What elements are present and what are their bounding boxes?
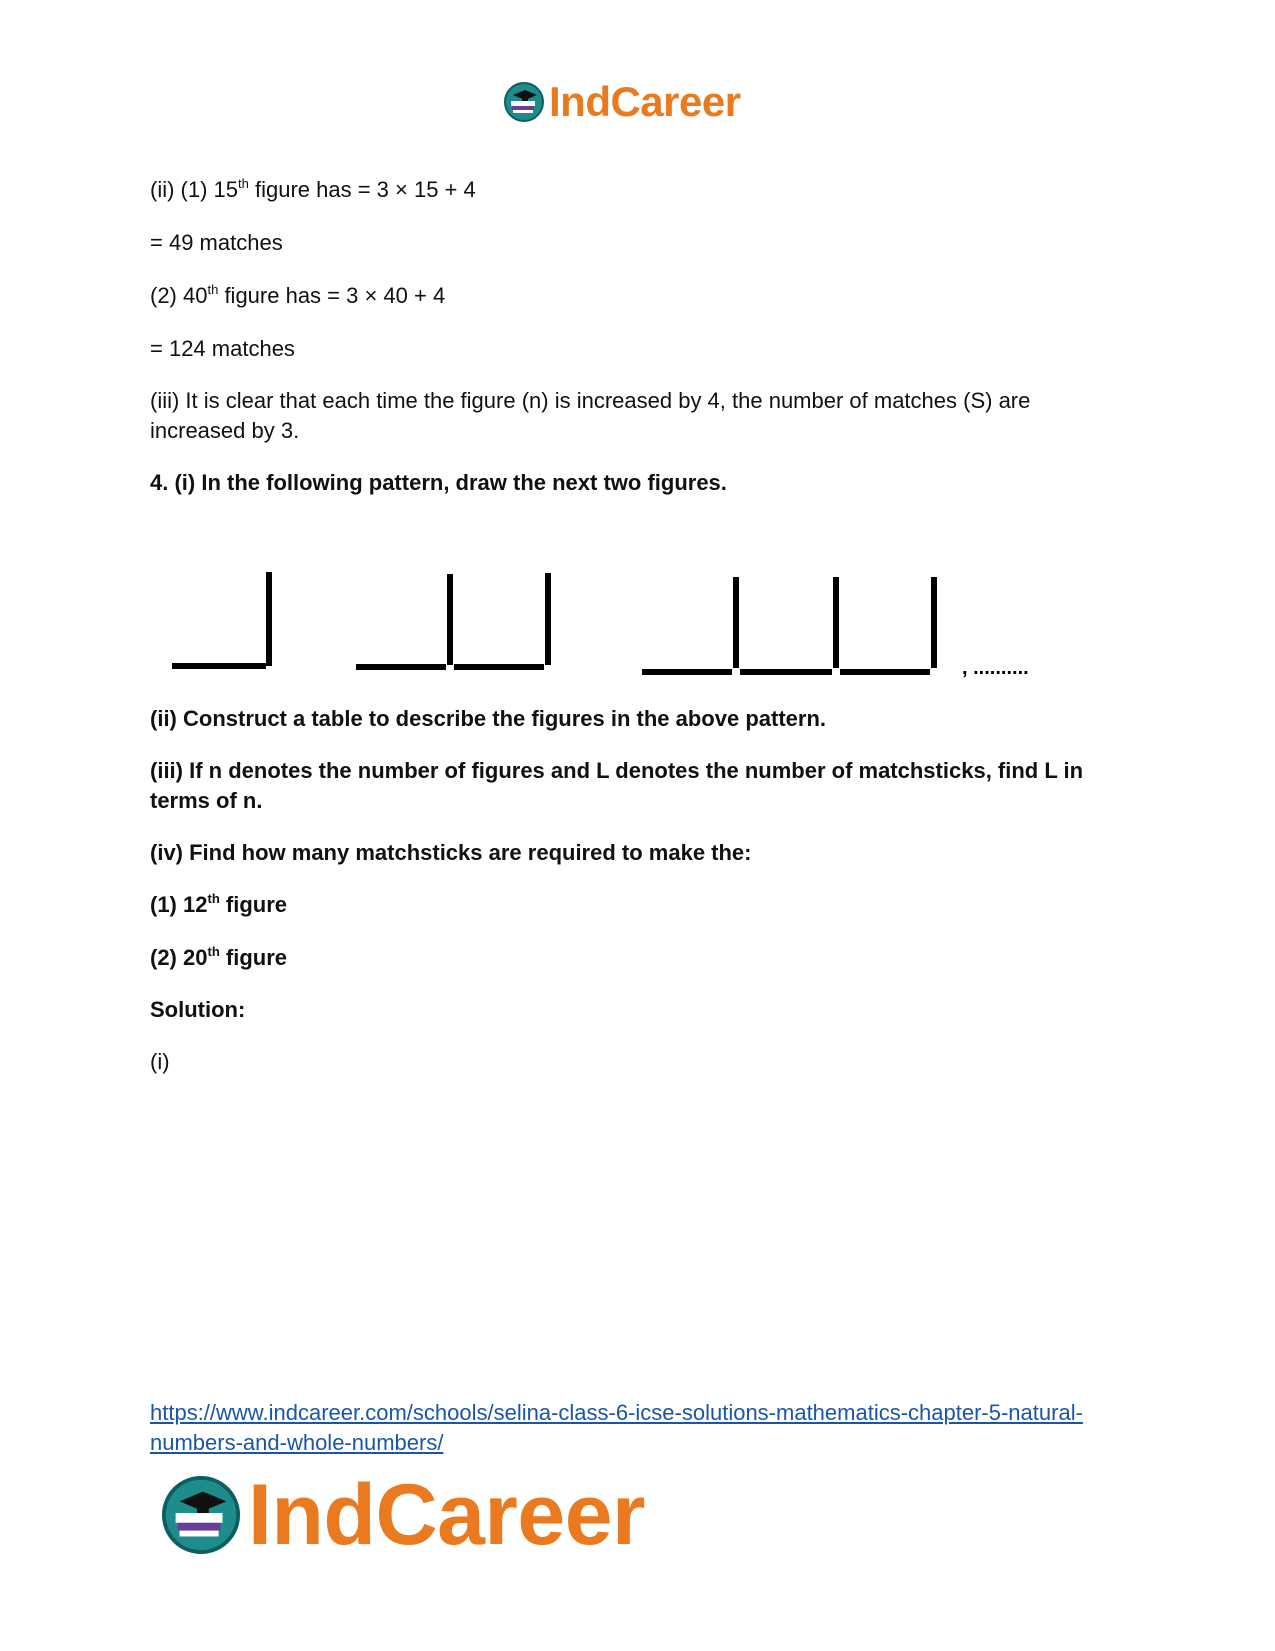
logo-globe-icon (503, 81, 545, 123)
pattern-ellipsis: , .......... (962, 657, 1029, 679)
logo-text: IndCareer (248, 1466, 645, 1563)
pattern-figure-2 (356, 573, 548, 667)
answer-line-124: = 124 matches (150, 336, 295, 361)
solution-part-i: (i) (150, 1049, 170, 1074)
matchstick-pattern-figure (150, 560, 1130, 700)
answer-line-iii: (iii) It is clear that each time the figure (n) is increased by 4, the number of matches (S) are increased by 3. (150, 388, 1031, 443)
answer-line-49: = 49 matches (150, 230, 283, 255)
question-4-i: 4. (i) In the following pattern, draw the next two figures. (150, 470, 727, 495)
question-4-iv-1: (1) 12th figure (150, 891, 287, 917)
footer-logo (160, 1466, 645, 1563)
pattern-figure-1 (172, 572, 269, 666)
question-4-iii: (iii) If n denotes the number of figures and L denotes the number of matchsticks, find L in terms of n. (150, 758, 1084, 813)
question-4-iv-2: (2) 20th figure (150, 944, 287, 970)
logo-globe-icon (160, 1474, 242, 1556)
pattern-figure-3 (642, 577, 934, 672)
solution-heading: Solution: (150, 997, 246, 1022)
answer-line-ii-2: (2) 40th figure has = 3 × 40 + 4 (150, 282, 446, 308)
source-link[interactable]: https://www.indcareer.com/schools/selina-class-6-icse-solutions-mathematics-chapter-5-natural-numbers-and-whole-numbers/ (150, 1400, 1083, 1455)
header-logo (503, 80, 741, 124)
answer-line-ii-1: (ii) (1) 15th figure has = 3 × 15 + 4 (150, 176, 476, 202)
question-4-iv: (iv) Find how many matchsticks are required to make the: (150, 840, 752, 865)
question-4-ii: (ii) Construct a table to describe the figures in the above pattern. (150, 706, 826, 731)
logo-text: IndCareer (549, 78, 741, 125)
